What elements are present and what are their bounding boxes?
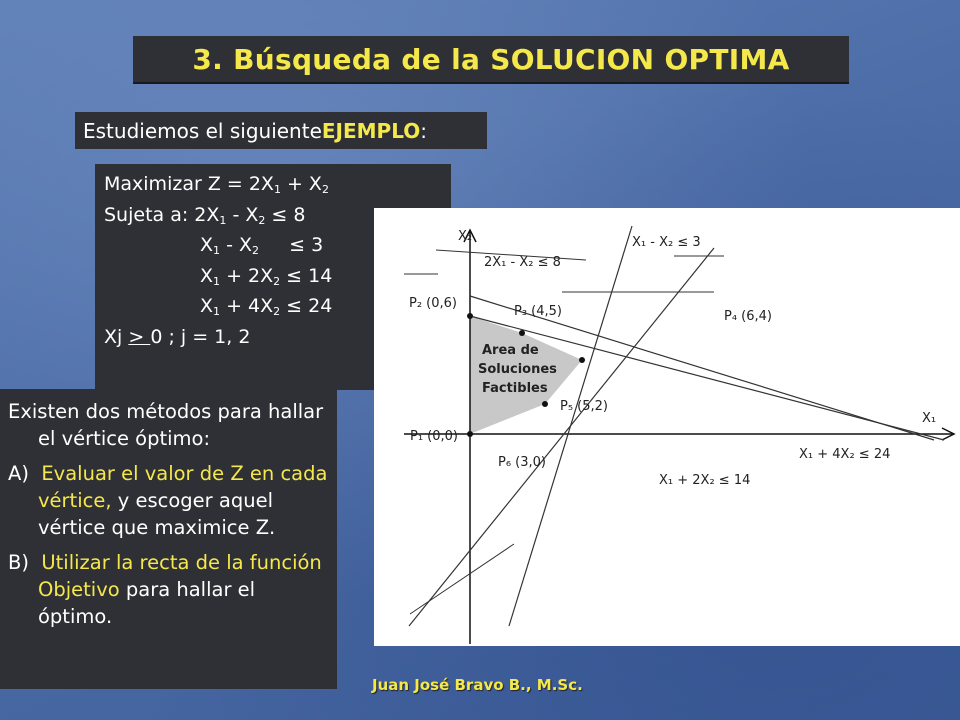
intro-box	[75, 112, 487, 149]
vertex-p5	[542, 401, 548, 407]
label-eq3: X₁ + 4X₂ ≤ 24	[799, 447, 891, 462]
pointer-lower-left	[410, 544, 514, 614]
constraint-1: Sujeta a: $2X_1 - X_2 \le 8$	[104, 203, 306, 227]
label-p4: P₄ (6,4)	[724, 309, 773, 324]
nonnegativity-line: Xj > 0 ; j = 1, 2	[104, 325, 251, 348]
intro-highlight: EJEMPLO	[321, 118, 421, 143]
intro-suffix: :	[420, 118, 427, 143]
lp-graph	[374, 208, 960, 646]
intro-text: Estudiemos el siguiente	[83, 118, 322, 143]
vertex-p1	[467, 431, 473, 437]
methods-box	[0, 389, 337, 689]
label-p1: P₁ (0,0)	[410, 429, 459, 444]
label-p2: P₂ (0,6)	[409, 296, 458, 311]
label-p3: P₃ (4,5)	[514, 304, 563, 319]
method-b: B) Utilizar la recta de la función Objetivo para hallar el óptimo.	[8, 551, 322, 628]
vertex-p3	[519, 330, 525, 336]
method-a: A) Evaluar el valor de Z en cada vértice, y escoger aquel vértice que maximice Z.	[8, 462, 328, 539]
region-label-1: Area de	[482, 343, 539, 358]
vertex-p2	[467, 313, 473, 319]
region-label-2: Soluciones	[478, 362, 557, 377]
author-footer: Juan José Bravo B., M.Sc.	[372, 676, 583, 694]
label-p6: P₆ (3,0)	[498, 455, 547, 470]
region-label-3: Factibles	[482, 381, 548, 396]
axis-label-x2: X₂	[458, 229, 473, 244]
label-eq1: 2X₁ - X₂ ≤ 8	[484, 255, 561, 270]
vertex-p4	[579, 357, 585, 363]
methods-intro: Existen dos métodos para hallar el vértice óptimo:	[8, 400, 324, 450]
label-eq4: X₁ + 2X₂ ≤ 14	[659, 473, 751, 488]
objective-line: Maximizar $Z = 2X_1 + X_2$	[104, 173, 329, 196]
constraint-3: $X_1 + 2X_2 \le 14$	[200, 264, 333, 288]
constraint-4: $X_1 + 4X_2 \le 24$	[200, 295, 333, 318]
constraint-2: $X_1 - X_2$ ≤ 3	[200, 234, 324, 257]
label-p5: P₅ (5,2)	[560, 399, 609, 414]
slide-title: 3. Búsqueda de la SOLUCION OPTIMA	[192, 42, 790, 76]
axis-label-x1: X₁	[922, 411, 937, 426]
lp-graph-svg	[374, 208, 960, 646]
label-eq2: X₁ - X₂ ≤ 3	[632, 235, 701, 250]
title-banner	[133, 36, 849, 84]
